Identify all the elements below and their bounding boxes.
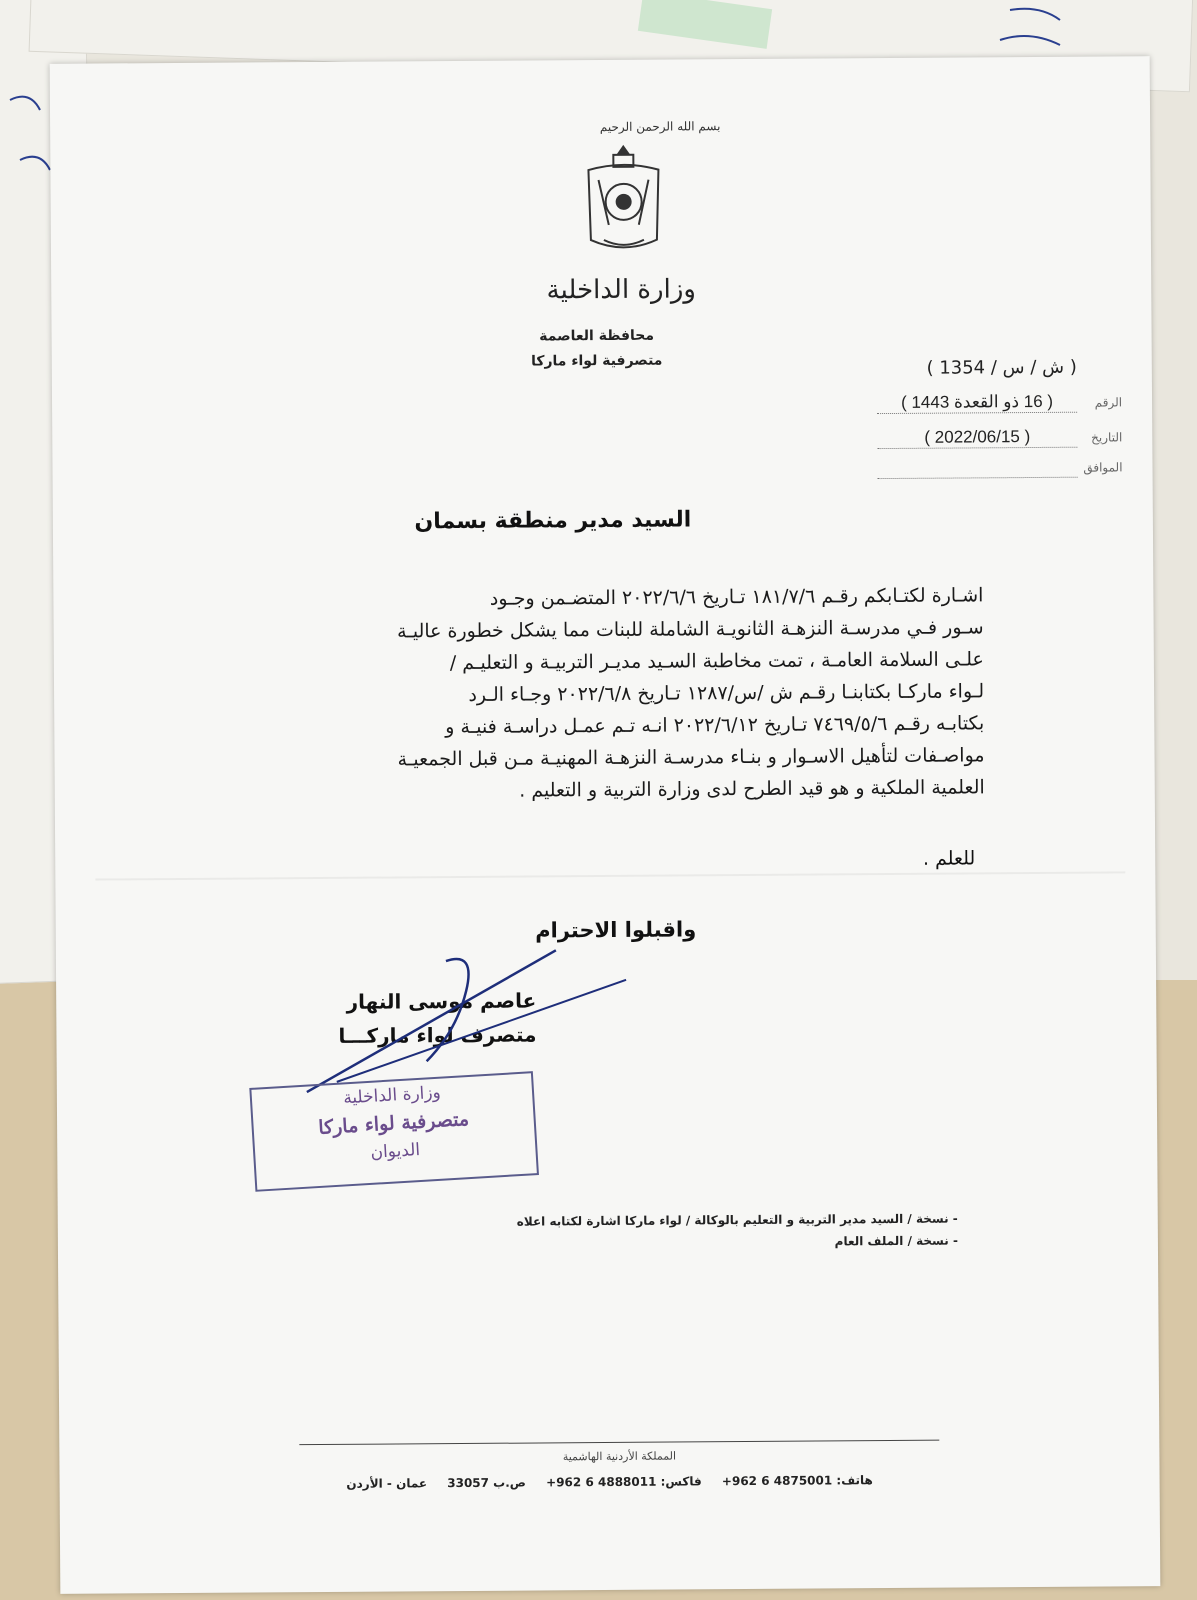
gregorian-date: ( 2022/06/15 ) xyxy=(877,427,1077,449)
reference-number-row xyxy=(862,356,1122,379)
governorate-name: محافظة العاصمة xyxy=(539,327,655,345)
hijri-date-row xyxy=(862,391,1122,414)
po-box: ص.ب 33057 xyxy=(447,1475,526,1491)
addressee: السيد مدير منطقة بسمان xyxy=(414,507,692,535)
body-line: بكتابـه رقـم ٧٤٦٩/٥/٦ تـاريخ ٢٠٢٢/٦/١٢ انـه تـم عمـل دراسـة فنيـة و xyxy=(445,712,985,739)
city: عمان - الأردن xyxy=(346,1476,428,1491)
closing-regards: واقبلوا الاحترام xyxy=(535,917,697,943)
basmala: بسم الله الرحمن الرحيم xyxy=(599,119,721,135)
corresponding-value xyxy=(877,457,1077,479)
body-line: علـى السلامة العامـة ، تمت مخاطبة السـيد مديـر التربيـة و التعليـم / xyxy=(449,648,984,675)
body-line: سـور فـي مدرسـة النزهـة الثانويـة الشاملة للبنات مما يشكل خطورة عاليـة xyxy=(396,616,984,643)
stamp-line-2: متصرفية لواء ماركا xyxy=(317,1108,470,1139)
official-stamp xyxy=(249,1071,539,1192)
reference-label: الرقم xyxy=(1094,395,1123,410)
corresponding-label: الموافق xyxy=(1083,460,1123,475)
gregorian-date-row xyxy=(862,426,1122,449)
copy-item: - نسخة / الملف العام xyxy=(834,1233,958,1249)
body-line: العلمية الملكية و هو قيد الطرح لدى وزارة التربية و التعليم . xyxy=(519,776,985,802)
kingdom-name: المملكة الأردنية الهاشمية xyxy=(562,1449,677,1464)
coat-of-arms-icon xyxy=(578,140,669,261)
phone-number: هاتف: 4875001 6 962+ xyxy=(721,1473,873,1489)
contact-footer xyxy=(310,1473,910,1491)
signatory-name: عاصم موسى النهار xyxy=(346,988,537,1014)
footer-divider xyxy=(299,1440,939,1445)
ministry-name: وزارة الداخلية xyxy=(546,274,696,306)
date-label: التاريخ xyxy=(1091,430,1123,445)
body-line: لـواء ماركـا بكتابنـا رقـم ش /س/١٢٨٧ تـاريخ ٢٠٢٢/٦/٨ وجـاء الـرد xyxy=(468,680,985,706)
hijri-date: ( 16 ذو القعدة 1443 ) xyxy=(877,392,1077,414)
letter-page xyxy=(50,56,1161,1594)
corresponding-row xyxy=(862,456,1122,479)
signatory-title: متصرف لواء ماركـــا xyxy=(338,1022,537,1048)
fold-crease xyxy=(95,871,1125,880)
district-name: متصرفية لواء ماركا xyxy=(531,352,663,370)
reference-number: ( ش / س / 1354 ) xyxy=(926,356,1077,379)
copies-list xyxy=(428,1208,958,1256)
stamp-line-1: وزارة الداخلية xyxy=(342,1082,442,1109)
stamp-line-3: الديوان xyxy=(369,1139,421,1163)
body-line: مواصـفات لتأهيل الاسـوار و بنـاء مدرسـة النزهـة المهنيـة مـن قبل الجمعيـة xyxy=(397,744,985,771)
letter-body xyxy=(263,579,985,808)
for-information: للعلم . xyxy=(922,847,976,870)
copy-item: - نسخة / السيد مدير التربية و التعليم بالوكالة / لواء ماركا اشارة لكتابه اعلاه xyxy=(516,1211,958,1229)
fax-number: فاكس: 4888011 6 962+ xyxy=(546,1474,702,1490)
body-line: اشـارة لكتـابكم رقـم ١٨١/٧/٦ تـاريخ ٢٠٢٢/٦/٦ المتضـمن وجـود xyxy=(489,584,984,610)
